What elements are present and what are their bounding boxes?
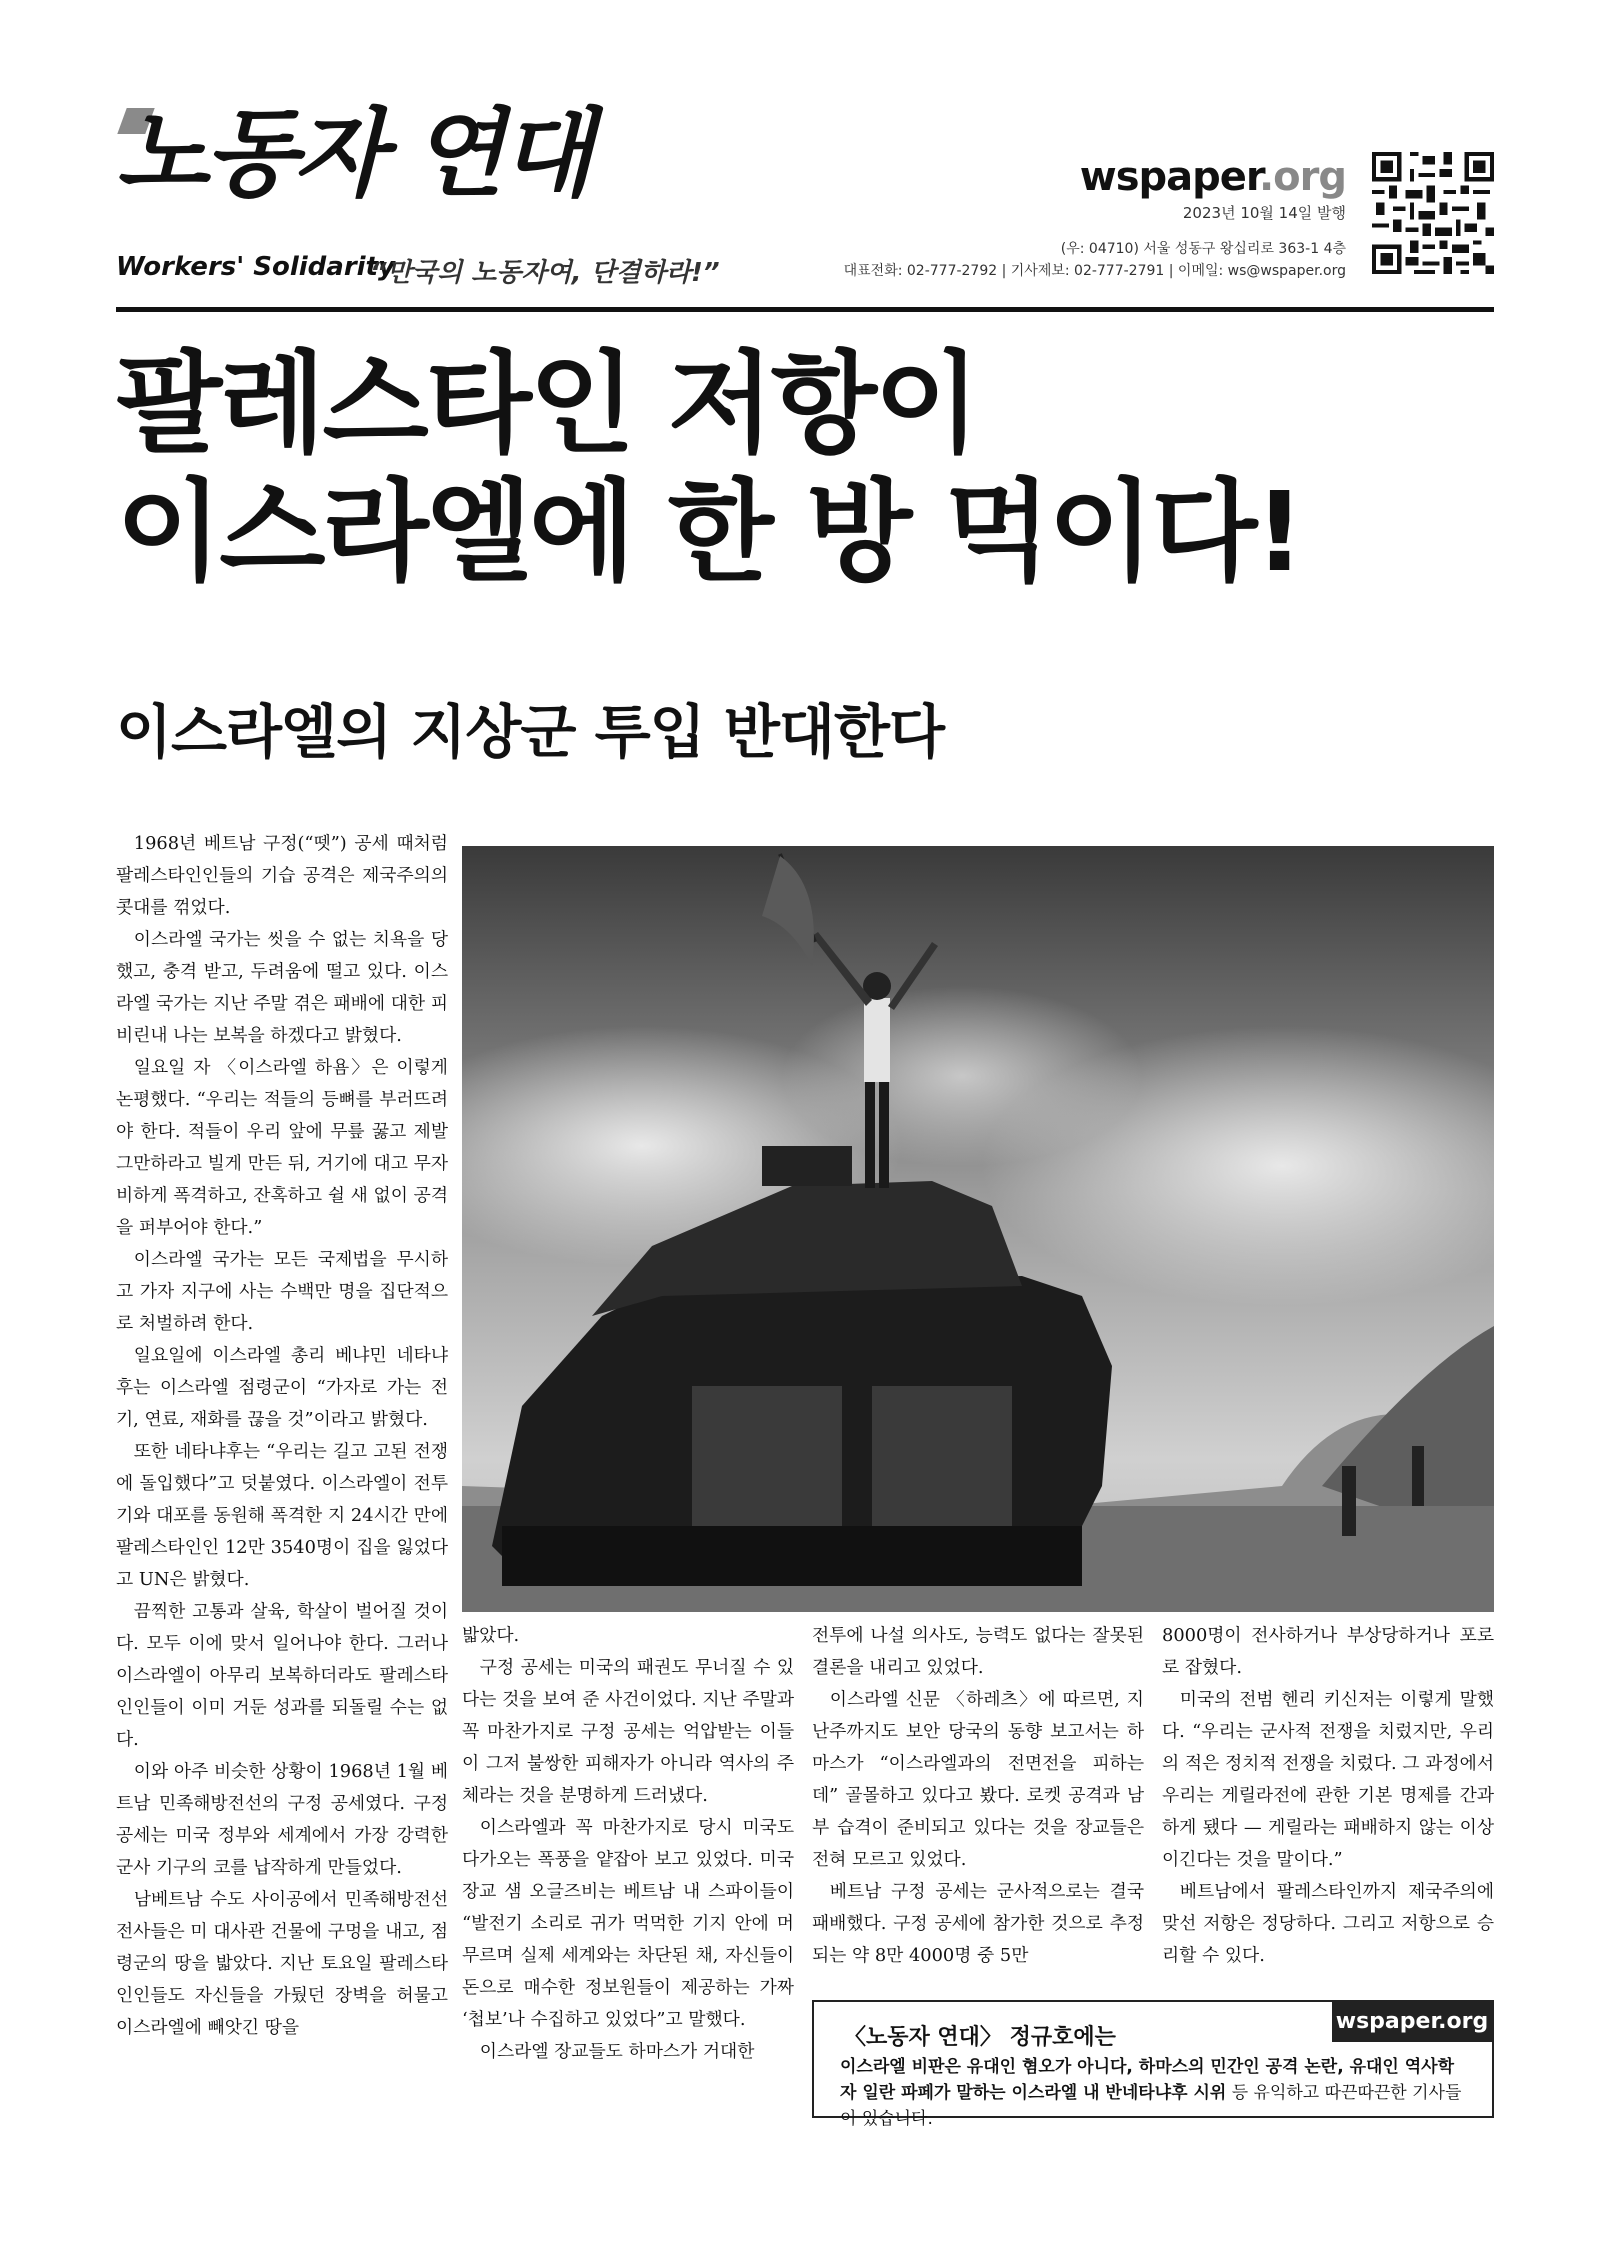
paragraph: 구정 공세는 미국의 패권도 무너질 수 있다는 것을 보여 준 사건이었다. 지난 주말과 꼭 마찬가지로 구정 공세는 억압받는 이들이 그저 불쌍한 피해자가 아니라 역사의 주체라는 것을 분명하게 드러냈다. [462,1657,794,1806]
paragraph: 이스라엘 신문 〈하레츠〉에 따르면, 지난주까지도 보안 당국의 동향 보고서는 하마스가 “이스라엘과의 전면전을 피하는 데” 골몰하고 있다고 봤다. 로켓 공격과 남부 습격이 준비되고 있다는 것을 장교들은 전혀 모르고 있었다. [812,1689,1144,1870]
article-column-3 [812,1620,1144,1972]
person-leg [865,1082,875,1188]
article-column-1 [116,828,448,2044]
promo-highlight: 이스라엘 비판은 유대인 혐오가 아니다, 하마스의 민간인 공격 논란, 유대인 역사학자 일란 파페가 말하는 이스라엘 내 반네타냐후 시위 [840,2057,1455,2103]
paragraph: 이스라엘 국가는 씻을 수 없는 치욕을 당했고, 충격 받고, 두려움에 떨고 있다. 이스라엘 국가는 지난 주말 겪은 패배에 대한 피비린내 나는 보복을 하겠다고 밝혔다. [116,929,448,1046]
postal-address: (우: 04710) 서울 성동구 왕십리로 363-1 4층 [1060,241,1346,257]
paragraph: 이스라엘 장교들도 하마스가 거대한 [479,2041,755,2062]
tank-flag-photo [462,846,1494,1612]
paragraph: 끔찍한 고통과 살육, 학살이 벌어질 것이다. 모두 이에 맞서 일어나야 한다. 그러나 이스라엘이 아무리 보복하더라도 팔레스타인인들이 이미 거둔 성과를 되돌릴 수는 없다. [116,1601,448,1750]
masthead-divider [116,307,1494,312]
paragraph: 이스라엘 국가는 모든 국제법을 무시하고 가자 지구에 사는 수백만 명을 집단적으로 처벌하려 한다. [116,1249,448,1334]
article-column-4 [1162,1620,1494,1972]
cloud [782,986,1142,1166]
promo-title: 〈노동자 연대〉 정규호에는 [844,2025,1116,2050]
headline-line-1: 팔레스타인 저항이 [116,340,978,468]
main-headline [116,340,1494,596]
tank-tracks [502,1526,1082,1586]
paragraph: 8000명이 전사하거나 부상당하거나 포로로 잡혔다. [1162,1625,1494,1678]
person-torso [864,998,890,1082]
headline-line-2: 이스라엘에 한 방 먹이다! [116,468,1302,596]
bystander [1342,1466,1356,1536]
paragraph: 베트남 구정 공세는 군사적으로는 결국 패배했다. 구정 공세에 참가한 것으로 추정되는 약 8만 4000명 중 5만 [812,1881,1144,1966]
paragraph: 일요일 자 〈이스라엘 하욤〉은 이렇게 논평했다. “우리는 적들의 등뼈를 부러뜨려야 한다. 적들이 우리 앞에 무릎 꿇고 제발 그만하라고 빌게 만든 뒤, 거기에 대고 무자비하게 폭격하고, 잔혹하고 쉴 새 없이 공격을 퍼부어야 한다.” [116,1057,448,1238]
article-column-2 [462,1620,794,2068]
paragraph: 미국의 전범 헨리 키신저는 이렇게 말했다. “우리는 군사적 전쟁을 치렀지만, 우리의 적은 정치적 전쟁을 치렀다. 그 과정에서 우리는 게릴라전에 관한 기본 명제를 간과하게 됐다 — 게릴라는 패배하지 않는 이상 이긴다는 것을 말이다.” [1162,1689,1494,1870]
slogan-korean: “만국의 노동자여, 단결하라!” [370,258,720,288]
turret-hatch [762,1146,852,1186]
paragraph: 일요일에 이스라엘 총리 베냐민 네타냐후는 이스라엘 점령군이 “가자로 가는 전기, 연료, 재화를 끊을 것”이라고 밝혔다. [116,1345,448,1430]
paragraph: 이스라엘과 꼭 마찬가지로 당시 미국도 다가오는 폭풍을 얕잡아 보고 있었다. 미국 장교 샘 오글즈비는 베트남 내 스파이들이 “발전기 소리로 귀가 먹먹한 기지 안에 머무르며 실제 세계와는 차단된 채, 자신들이 돈으로 매수한 정보원들이 제공하는 가짜 ‘첩보’나 수집하고 있었다”고 말했다. [462,1817,794,2030]
site-main: wspaper [1079,154,1259,200]
newspaper-logo: 노동자 연대 [116,98,590,210]
paragraph: 베트남에서 팔레스타인까지 제국주의에 맞선 저항은 정당하다. 그리고 저항으로 승리할 수 있다. [1162,1881,1494,1966]
paragraph: 남베트남 수도 사이공에서 민족해방전선 전사들은 미 대사관 건물에 구멍을 내고, 점령군의 땅을 밟았다. 지난 토요일 팔레스타인인들도 자신들을 가뒀던 장벽을 허물고 이스라엘에 빼앗긴 땅을 [116,1889,448,2038]
promo-rest: 등 유익하고 따끈따끈한 기사들이 있습니다. [840,2083,1462,2129]
promo-website-tag[interactable]: wspaper.org [1332,2002,1492,2042]
paragraph: 전투에 나설 의사도, 능력도 없다는 잘못된 결론을 내리고 있었다. [812,1625,1144,1678]
masthead [116,100,1494,305]
issue-date: 2023년 10월 14일 발행 [1182,204,1346,222]
contact-info: 대표전화: 02-777-2792 | 기사제보: 02-777-2791 | 이메일: ws@wspaper.org [843,263,1346,279]
paragraph: 1968년 베트남 구정(“뗏”) 공세 때처럼 팔레스타인인들의 기습 공격은 제국주의의 콧대를 꺾었다. [116,833,448,918]
slogan-english: Workers' Solidarity [116,252,395,282]
qr-code-icon[interactable] [1372,152,1494,274]
bystander [1412,1446,1424,1506]
armor-panel [872,1386,1012,1536]
promo-box [812,2000,1494,2129]
subheadline: 이스라엘의 지상군 투입 반대한다 [116,698,944,766]
paragraph: 또한 네타냐후는 “우리는 길고 고된 전쟁에 돌입했다”고 덧붙였다. 이스라엘이 전투기와 대포를 동원해 폭격한 지 24시간 만에 팔레스타인인 12만 3540명이 집을 잃었다고 UN은 밝혔다. [116,1441,448,1590]
person-leg [879,1082,889,1188]
paragraph: 밟았다. [462,1625,520,1646]
paragraph: 이와 아주 비슷한 상황이 1968년 1월 베트남 민족해방전선의 구정 공세였다. 구정 공세는 미국 정부와 세계에서 가장 강력한 군사 기구의 코를 납작하게 만들었다. [116,1761,448,1878]
promo-body [840,2054,1470,2132]
site-tld: .org [1258,154,1346,200]
website-address[interactable] [1080,154,1346,200]
armor-panel [692,1386,842,1536]
